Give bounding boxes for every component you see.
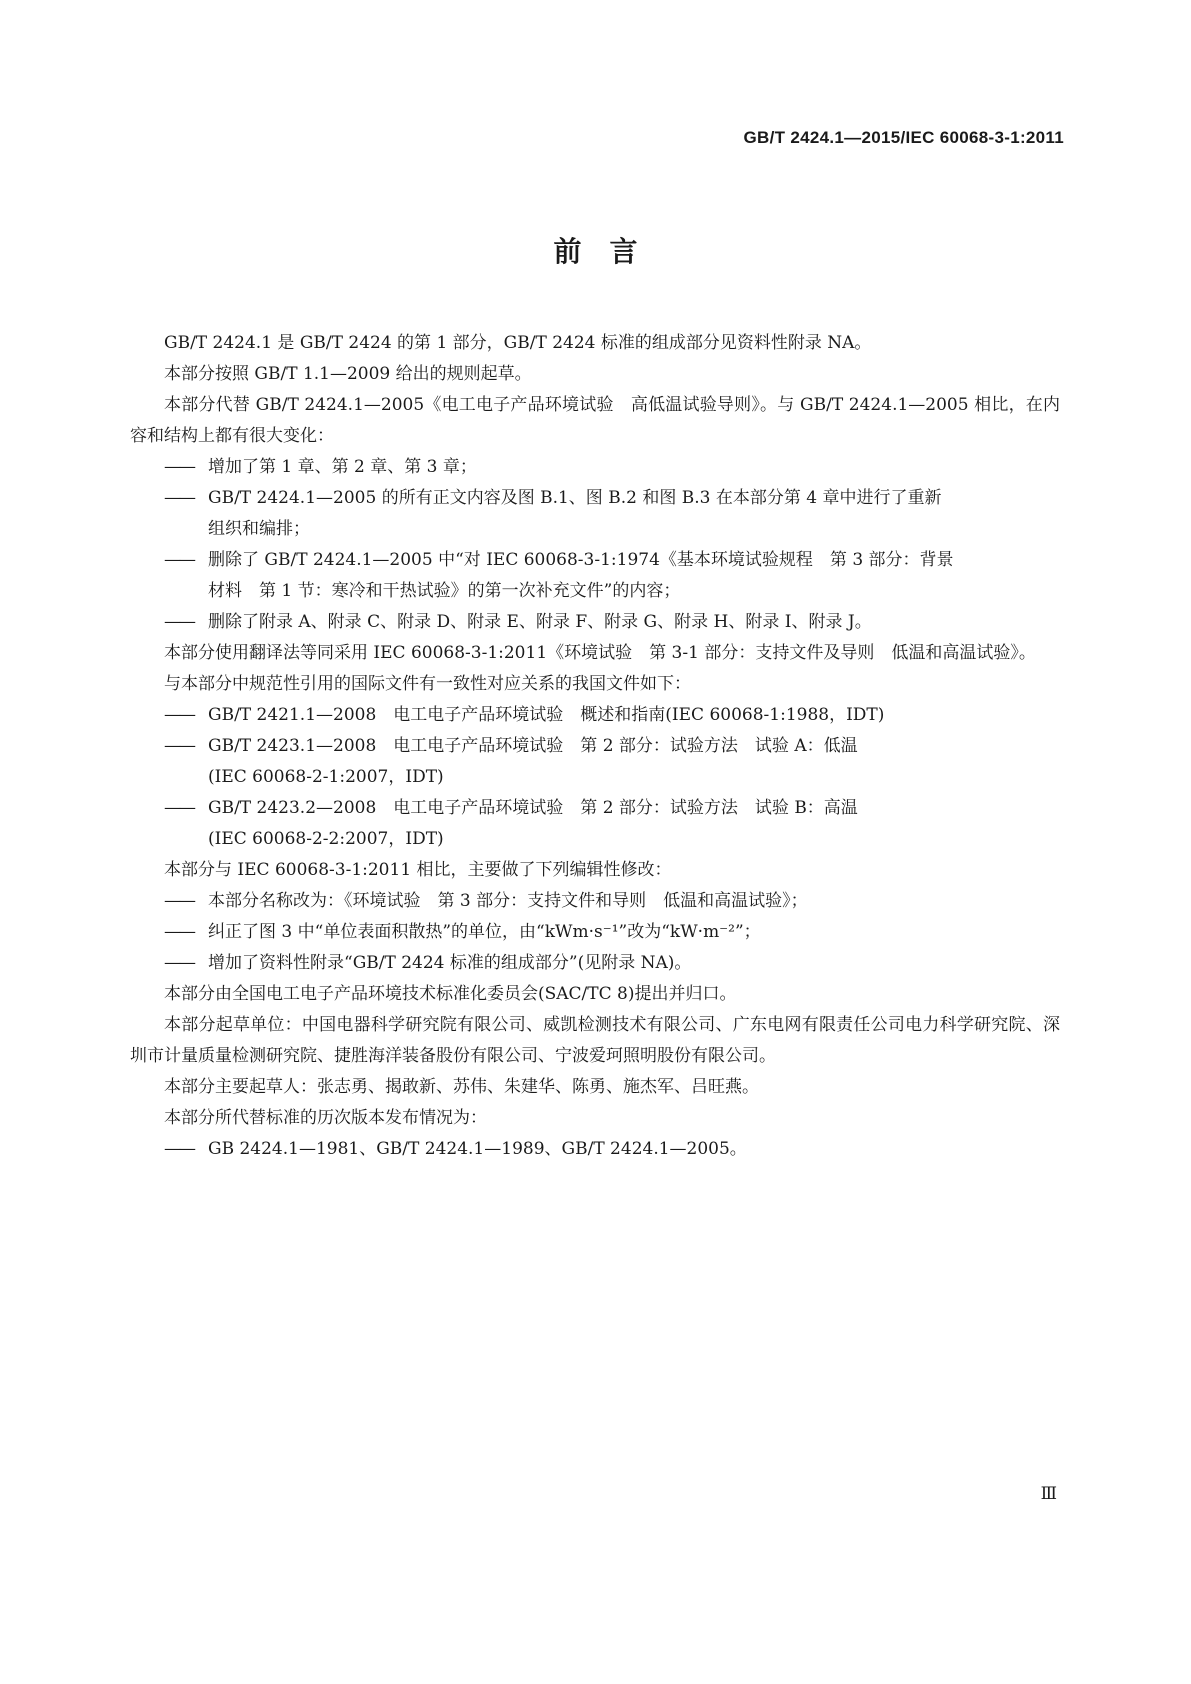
list-item-text: 本部分名称改为：《环境试验 第 3 部分：支持文件和导则 低温和高温试验》； bbox=[208, 891, 808, 911]
list-item-text: GB/T 2423.1—2008 电工电子产品环境试验 第 2 部分：试验方法 试验 A：低温 bbox=[208, 736, 858, 756]
list-item-continuation: (IEC 60068-2-2:2007，IDT) bbox=[208, 829, 444, 849]
paragraph-drafting-units: 本部分起草单位：中国电器科学研究院有限公司、威凯检测技术有限公司、广东电网有限责任公司电力科学研究院、深圳市计量质量检测研究院、捷胜海洋装备股份有限公司、宁波爱珂照明股份有限公司。 bbox=[130, 1015, 1060, 1066]
paragraph-drafting-rules: 本部分按照 GB/T 1.1—2009 给出的规则起草。 bbox=[164, 364, 532, 384]
list-item bbox=[130, 607, 1060, 638]
document-body bbox=[130, 328, 1060, 1165]
list-item-text: GB/T 2421.1—2008 电工电子产品环境试验 概述和指南(IEC 60068-1:1988，IDT) bbox=[208, 705, 885, 725]
standard-code-header: GB/T 2424.1—2015/IEC 60068-3-1:2011 bbox=[743, 128, 1064, 147]
list-item bbox=[130, 886, 1060, 917]
list-item-text: 纠正了图 3 中“单位表面积散热”的单位，由“kWm·s⁻¹”改为“kW·m⁻²”； bbox=[208, 922, 761, 942]
dash-mark: —— bbox=[164, 798, 194, 818]
dash-mark: —— bbox=[164, 736, 194, 756]
list-item bbox=[130, 545, 1060, 607]
dash-mark: —— bbox=[164, 550, 194, 570]
paragraph-adoption: 本部分使用翻译法等同采用 IEC 60068-3-1:2011《环境试验 第 3-1 部分：支持文件及导则 低温和高温试验》。 bbox=[164, 643, 1036, 663]
page-title: 前言 bbox=[553, 235, 666, 268]
list-item bbox=[130, 700, 1060, 731]
dash-mark: —— bbox=[164, 891, 194, 911]
paragraph-drafters: 本部分主要起草人：张志勇、揭敢新、苏伟、朱建华、陈勇、施杰军、吕旺燕。 bbox=[164, 1077, 759, 1097]
dash-mark: —— bbox=[164, 1139, 194, 1159]
paragraph-history: 本部分所代替标准的历次版本发布情况为： bbox=[164, 1108, 487, 1128]
list-item-continuation: 组织和编排； bbox=[208, 519, 310, 539]
list-item bbox=[130, 483, 1060, 545]
list-item-text: GB/T 2423.2—2008 电工电子产品环境试验 第 2 部分：试验方法 试验 B：高温 bbox=[208, 798, 858, 818]
dash-mark: —— bbox=[164, 922, 194, 942]
dash-mark: —— bbox=[164, 705, 194, 725]
list-item-text: 删除了附录 A、附录 C、附录 D、附录 E、附录 F、附录 G、附录 H、附录 I、附录 J。 bbox=[208, 612, 872, 632]
list-item-continuation: (IEC 60068-2-1:2007，IDT) bbox=[208, 767, 444, 787]
paragraph-replacement: 本部分代替 GB/T 2424.1—2005《电工电子产品环境试验 高低温试验导则》。与 GB/T 2424.1—2005 相比，在内容和结构上都有很大变化： bbox=[130, 395, 1060, 446]
paragraph-correspondence: 与本部分中规范性引用的国际文件有一致性对应关系的我国文件如下： bbox=[164, 674, 691, 694]
dash-mark: —— bbox=[164, 488, 194, 508]
list-item-text: 增加了第 1 章、第 2 章、第 3 章； bbox=[208, 457, 477, 477]
dash-mark: —— bbox=[164, 953, 194, 973]
list-item bbox=[130, 1134, 1060, 1165]
paragraph-part-intro: GB/T 2424.1 是 GB/T 2424 的第 1 部分，GB/T 2424 标准的组成部分见资料性附录 NA。 bbox=[164, 333, 872, 353]
list-item bbox=[130, 917, 1060, 948]
paragraph-proposed-by: 本部分由全国电工电子产品环境技术标准化委员会(SAC/TC 8)提出并归口。 bbox=[164, 984, 737, 1004]
list-item bbox=[130, 731, 1060, 793]
dash-mark: —— bbox=[164, 612, 194, 632]
paragraph-editorial-changes: 本部分与 IEC 60068-3-1:2011 相比，主要做了下列编辑性修改： bbox=[164, 860, 672, 880]
list-item-text: 增加了资料性附录“GB/T 2424 标准的组成部分”(见附录 NA)。 bbox=[208, 953, 692, 973]
list-item bbox=[130, 452, 1060, 483]
list-item-continuation: 材料 第 1 节：寒冷和干热试验》的第一次补充文件”的内容； bbox=[208, 581, 681, 601]
list-item bbox=[130, 948, 1060, 979]
list-item-text: GB/T 2424.1—2005 的所有正文内容及图 B.1、图 B.2 和图 B.3 在本部分第 4 章中进行了重新 bbox=[208, 488, 942, 508]
dash-mark: —— bbox=[164, 457, 194, 477]
list-item-text: GB 2424.1—1981、GB/T 2424.1—1989、GB/T 2424.1—2005。 bbox=[208, 1139, 747, 1159]
list-item bbox=[130, 793, 1060, 855]
page-number: Ⅲ bbox=[1040, 1484, 1057, 1504]
list-item-text: 删除了 GB/T 2424.1—2005 中“对 IEC 60068-3-1:1974《基本环境试验规程 第 3 部分：背景 bbox=[208, 550, 954, 570]
